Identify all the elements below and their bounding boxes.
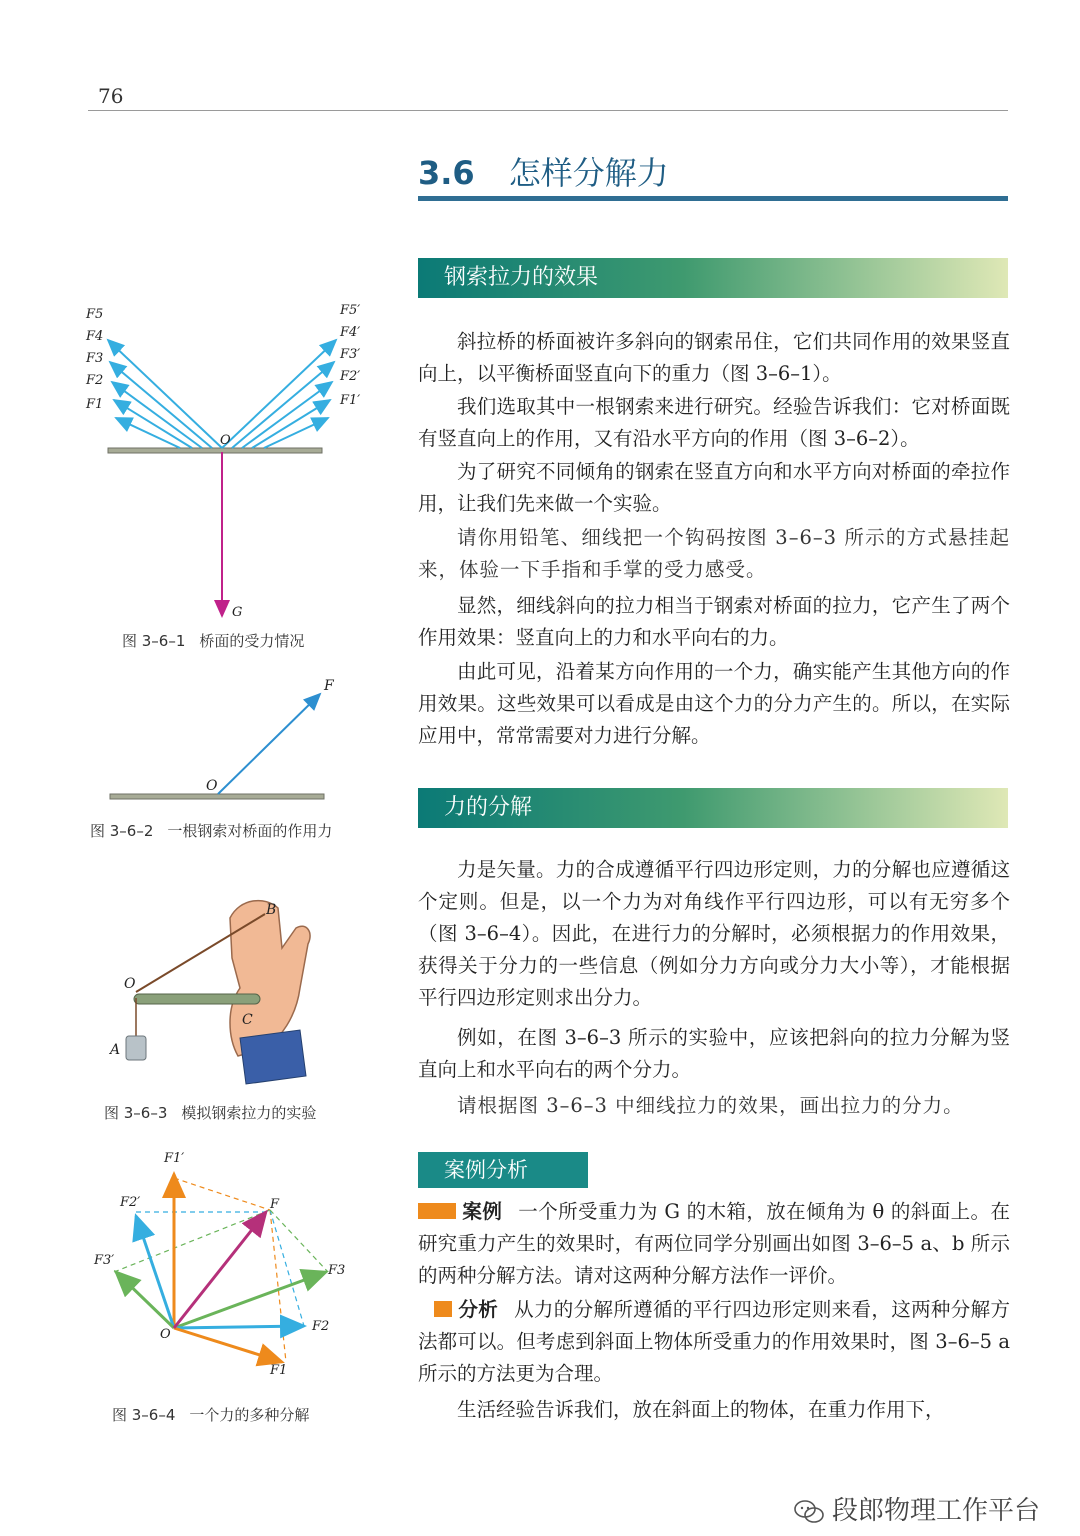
force-label: F2 — [312, 1319, 330, 1334]
subsection-heading-decomposition: 力的分解 — [418, 788, 1008, 828]
point-label: C — [242, 1012, 253, 1028]
section-title — [418, 148, 669, 194]
force-label: F3′ — [94, 1253, 115, 1268]
analysis-label: 分析 — [458, 1298, 499, 1321]
force-label: F3 — [86, 351, 104, 366]
force-label: F2′ — [120, 1195, 141, 1210]
paragraph: 斜拉桥的桥面被许多斜向的钢索吊住，它们共同作用的效果竖直向上，以平衡桥面竖直向下的重力（图 3–6–1）。 — [418, 330, 1010, 385]
origin-label: O — [160, 1327, 171, 1342]
pencil — [134, 994, 260, 1004]
force-label: F1′ — [164, 1151, 185, 1166]
force-label: F3 — [328, 1263, 346, 1278]
force-label: F1 — [270, 1363, 288, 1378]
case-text: 一个所受重力为 G 的木箱，放在倾角为 θ 的斜面上。在研究重力产生的效果时，有两位同学分别画出如图 3–6–5 a、b 所示的两种分解方法。请对这两种分解方法作一评价。 — [418, 1200, 1010, 1287]
figure-cable-force — [100, 670, 360, 810]
force-label: F2 — [86, 373, 104, 388]
paragraph: 由此可见，沿着某方向作用的一个力，确实能产生其他方向的作用效果。这些效果可以看成是由这个力的分力产生的。所以，在实际应用中，常常需要对力进行分解。 — [418, 660, 1010, 747]
bridge-deck — [108, 448, 322, 453]
wechat-icon — [794, 1499, 824, 1525]
activity-paragraph: 请根据图 3–6–3 中细线拉力的效果，画出拉力的分力。 — [457, 1094, 964, 1117]
watermark — [794, 1490, 1040, 1527]
force-label: F — [270, 1197, 280, 1212]
header-rule — [88, 110, 1008, 111]
cable-forces-left — [108, 340, 222, 448]
section-title-text: 怎样分解力 — [508, 154, 669, 192]
cable-force-arrow — [218, 694, 320, 794]
page-number: 76 — [98, 84, 124, 108]
paragraph: 例如，在图 3–6–3 所示的实验中，应该把斜向的拉力分解为竖直向上和水平向右的两个分力。 — [418, 1026, 1010, 1081]
force-label: F1′ — [340, 393, 361, 408]
force-label: F5 — [86, 307, 104, 322]
figure-caption: 图 3–6–3 模拟钢索拉力的实验 — [104, 1104, 317, 1122]
force-label: F1 — [86, 397, 104, 412]
force-label: F4 — [86, 329, 104, 344]
figure-bridge-forces — [80, 300, 380, 630]
point-label: A — [110, 1042, 121, 1058]
force-label: F5′ — [340, 303, 361, 318]
component-arrows — [116, 1174, 326, 1362]
hook-weight — [126, 1036, 146, 1060]
point-label: O — [124, 976, 136, 992]
subsection-heading-case: 案例分析 — [418, 1152, 588, 1188]
cable-forces-right — [222, 340, 336, 448]
figure-force-decompositions — [90, 1140, 360, 1380]
paragraph: 为了研究不同倾角的钢索在竖直方向和水平方向对桥面的牵拉作用，让我们先来做一个实验。 — [418, 460, 1010, 515]
force-label: F2′ — [340, 369, 361, 384]
analysis-tag-icon — [434, 1301, 452, 1317]
section-number: 3.6 — [418, 154, 475, 192]
figure-hand-experiment — [100, 888, 340, 1088]
subsection-heading-cable: 钢索拉力的效果 — [418, 258, 1008, 298]
title-rule — [418, 196, 1008, 201]
force-label: F — [324, 678, 334, 694]
point-label: B — [266, 902, 277, 918]
analysis-text: 从力的分解所遵循的平行四边形定则来看，这两种分解方法都可以。但考虑到斜面上物体所受重力的作用效果时，图 3–6–5 a 所示的方法更为合理。 — [418, 1298, 1010, 1385]
force-label: F3′ — [340, 347, 361, 362]
figure-caption: 图 3–6–2 一根钢索对桥面的作用力 — [90, 822, 333, 840]
gravity-label: G — [232, 605, 243, 620]
figure-caption: 图 3–6–4 一个力的多种分解 — [112, 1406, 310, 1424]
paragraph: 力是矢量。力的合成遵循平行四边形定则，力的分解也应遵循这个定则。但是，以一个力为对角线作平行四边形，可以有无穷多个（图 3–6–4）。因此，在进行力的分解时，必须根据力的作用效果，获得关于分力的一些信息（例如分力方向或分力大小等），才能根据平行四边形定则求出分力。 — [418, 858, 1010, 1009]
paragraph: 生活经验告诉我们，放在斜面上的物体，在重力作用下， — [457, 1398, 945, 1421]
case-tag-icon — [418, 1203, 456, 1219]
activity-paragraph: 请你用铅笔、细线把一个钩码按图 3–6–3 所示的方式悬挂起来，体验一下手指和手掌的受力感受。 — [418, 526, 1010, 581]
origin-label: O — [206, 778, 218, 794]
case-paragraph — [418, 1196, 1010, 1292]
figure-caption: 图 3–6–1 桥面的受力情况 — [122, 632, 305, 650]
paragraph: 显然，细线斜向的拉力相当于钢索对桥面的拉力，它产生了两个作用效果：竖直向上的力和水平向右的力。 — [418, 594, 1010, 649]
paragraph: 我们选取其中一根钢索来进行研究。经验告诉我们：它对桥面既有竖直向上的作用，又有沿水平方向的作用（图 3–6–2）。 — [418, 395, 1010, 450]
force-label: F4′ — [340, 325, 361, 340]
watermark-text: 段郎物理工作平台 — [831, 1496, 1040, 1526]
analysis-paragraph — [418, 1294, 1010, 1390]
case-label: 案例 — [462, 1200, 503, 1223]
origin-label: O — [220, 433, 231, 448]
bridge-deck — [110, 794, 324, 799]
